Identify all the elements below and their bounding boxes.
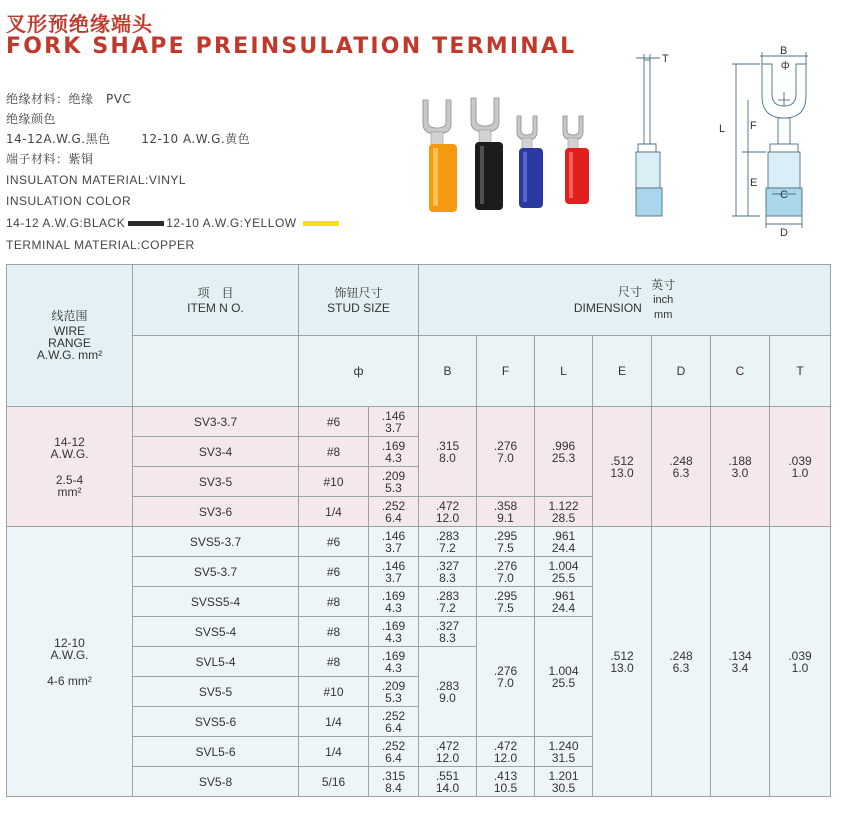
- wire-range-group-1: [7, 407, 133, 527]
- phi-inch: .169: [381, 588, 406, 603]
- phi-value: [369, 617, 419, 647]
- L-mm: 28.5: [551, 510, 576, 525]
- side-view: [636, 54, 662, 216]
- stud-size: 1/4: [299, 707, 369, 737]
- spec-insulation-color-en: INSULATION COLOR: [6, 194, 132, 208]
- header-wire-zh: 线范围: [51, 309, 88, 323]
- phi-inch: .252: [381, 498, 406, 513]
- phi-inch: .169: [381, 438, 406, 453]
- L-inch: 1.004: [548, 663, 579, 678]
- F-mm: 7.5: [497, 600, 514, 615]
- header-D: D: [652, 336, 711, 407]
- T-mm: 1.0: [791, 660, 809, 675]
- header-wire-en2: RANGE: [48, 336, 91, 350]
- header-stud-zh: 饰钮尺寸: [334, 285, 383, 300]
- label-phi: ф: [781, 60, 790, 71]
- g1-awg-label: A.W.G.: [50, 446, 89, 461]
- phi-mm: 3.7: [385, 570, 402, 585]
- F-value: [477, 407, 535, 497]
- header-wire-range: [7, 265, 133, 407]
- T-value: [770, 527, 831, 797]
- stud-size: #10: [299, 677, 369, 707]
- D-mm: 6.3: [672, 465, 690, 480]
- B-value: [419, 497, 477, 527]
- B-mm: 8.3: [439, 570, 456, 585]
- E-value: [593, 407, 652, 527]
- stud-size: #10: [299, 467, 369, 497]
- label-D: D: [780, 227, 788, 239]
- stud-size: 1/4: [299, 737, 369, 767]
- item-no: SV3-6: [133, 497, 299, 527]
- phi-mm: 4.3: [385, 600, 402, 615]
- header-stud-en: STUD SIZE: [327, 300, 390, 315]
- phi-mm: 6.4: [385, 750, 402, 765]
- L-mm: 31.5: [551, 750, 576, 765]
- C-mm: 3.0: [731, 465, 749, 480]
- stud-size: #8: [299, 617, 369, 647]
- L-value: [535, 557, 593, 587]
- phi-inch: .209: [381, 468, 406, 483]
- B-value: [419, 527, 477, 557]
- C-value: [711, 527, 770, 797]
- B-mm: 9.0: [439, 690, 456, 705]
- phi-mm: 8.4: [385, 780, 402, 795]
- phi-value: [369, 467, 419, 497]
- L-value: [535, 617, 593, 737]
- B-mm: 7.2: [439, 600, 456, 615]
- stud-size: #8: [299, 587, 369, 617]
- product-photo: [415, 92, 615, 222]
- header-dim-zh2: 英寸: [651, 278, 676, 292]
- stud-size: #6: [299, 407, 369, 437]
- phi-inch: .169: [381, 618, 406, 633]
- F-inch: .358: [493, 498, 518, 513]
- spec-color-yellow-zh: 12-10 A.W.G.黄色: [141, 132, 251, 146]
- F-inch: .276: [493, 663, 518, 678]
- L-mm: 24.4: [551, 540, 576, 555]
- F-mm: 7.0: [497, 570, 514, 585]
- spec-color-yellow-en: 12-10 A.W.G:YELLOW: [166, 216, 297, 230]
- item-no: SVSS5-4: [133, 587, 299, 617]
- E-inch: .512: [610, 453, 634, 468]
- phi-mm: 3.7: [385, 420, 402, 435]
- B-mm: 12.0: [435, 510, 460, 525]
- B-mm: 8.3: [439, 630, 456, 645]
- B-value: [419, 767, 477, 797]
- B-mm: 8.0: [439, 450, 456, 465]
- L-inch: 1.201: [548, 768, 579, 783]
- header-B: B: [419, 336, 477, 407]
- L-mm: 25.5: [551, 570, 576, 585]
- spec-insulation-material-en: INSULATON MATERIAL:VINYL: [6, 173, 187, 187]
- spec-terminal-material-en: TERMINAL MATERIAL:COPPER: [6, 238, 195, 252]
- label-L: L: [719, 123, 726, 135]
- C-mm: 3.4: [731, 660, 749, 675]
- B-value: [419, 617, 477, 647]
- phi-inch: .315: [381, 768, 406, 783]
- F-inch: .413: [493, 768, 518, 783]
- F-value: [477, 557, 535, 587]
- E-value: [593, 527, 652, 797]
- header-stud-size: [299, 265, 419, 336]
- phi-value: [369, 497, 419, 527]
- L-mm: 24.4: [551, 600, 576, 615]
- yellow-swatch: [303, 221, 339, 226]
- label-T: T: [662, 53, 669, 65]
- F-mm: 12.0: [493, 750, 518, 765]
- D-inch: .248: [669, 453, 693, 468]
- black-swatch: [128, 221, 164, 226]
- F-mm: 9.1: [497, 510, 514, 525]
- spec-insulation-color-zh: 绝缘颜色: [6, 112, 57, 126]
- table-row: [7, 407, 831, 437]
- D-value: [652, 407, 711, 527]
- item-no: SV5-8: [133, 767, 299, 797]
- phi-value: [369, 527, 419, 557]
- stud-size: 1/4: [299, 497, 369, 527]
- header-item-en: ITEM N O.: [187, 300, 244, 315]
- B-inch: .315: [435, 438, 460, 453]
- g1-range-awg: 14-12: [54, 434, 85, 449]
- C-inch: .134: [728, 648, 752, 663]
- E-mm: 13.0: [610, 465, 634, 480]
- g2-range-mm: 4-6 mm²: [47, 673, 92, 688]
- L-value: [535, 407, 593, 497]
- L-inch: 1.122: [548, 498, 579, 513]
- header-phi: ф: [299, 336, 419, 407]
- header-item-blank: [133, 336, 299, 407]
- phi-inch: .169: [381, 648, 406, 663]
- stud-size: #6: [299, 527, 369, 557]
- F-mm: 7.0: [497, 675, 514, 690]
- phi-mm: 3.7: [385, 540, 402, 555]
- header-dim-en: DIMENSION: [573, 301, 642, 315]
- L-inch: 1.004: [548, 558, 579, 573]
- header-C: C: [711, 336, 770, 407]
- front-view: [732, 52, 808, 228]
- C-inch: .188: [728, 453, 752, 468]
- stud-size: #8: [299, 437, 369, 467]
- T-inch: .039: [788, 648, 812, 663]
- F-inch: .295: [493, 528, 518, 543]
- phi-inch: .252: [381, 708, 406, 723]
- phi-mm: 6.4: [385, 510, 402, 525]
- phi-inch: .146: [381, 558, 406, 573]
- g2-range-awg: 12-10: [54, 635, 85, 650]
- L-mm: 25.3: [551, 450, 576, 465]
- B-mm: 12.0: [435, 750, 460, 765]
- stud-size: #6: [299, 557, 369, 587]
- phi-value: [369, 557, 419, 587]
- L-value: [535, 587, 593, 617]
- spec-terminal-material-zh: 端子材料：紫铜: [6, 152, 94, 166]
- B-inch: .327: [435, 558, 460, 573]
- g2-awg-label: A.W.G.: [50, 647, 89, 662]
- header-F: F: [477, 336, 535, 407]
- B-inch: .283: [435, 528, 460, 543]
- item-no: SV5-3.7: [133, 557, 299, 587]
- F-value: [477, 767, 535, 797]
- stud-size: 5/16: [299, 767, 369, 797]
- F-inch: .295: [493, 588, 518, 603]
- D-inch: .248: [669, 648, 693, 663]
- B-mm: 7.2: [439, 540, 456, 555]
- page-title: FORK SHAPE PREINSULATION TERMINAL: [6, 34, 577, 59]
- L-value: [535, 737, 593, 767]
- item-no: SVL5-4: [133, 647, 299, 677]
- L-value: [535, 767, 593, 797]
- phi-value: [369, 767, 419, 797]
- header-item: [133, 265, 299, 336]
- g1-range-mm: 2.5-4: [55, 472, 84, 487]
- F-mm: 7.0: [497, 450, 514, 465]
- L-inch: .961: [551, 528, 576, 543]
- E-inch: .512: [610, 648, 634, 663]
- D-mm: 6.3: [672, 660, 690, 675]
- F-value: [477, 587, 535, 617]
- header-L: L: [535, 336, 593, 407]
- phi-inch: .252: [381, 738, 406, 753]
- L-inch: 1.240: [548, 738, 579, 753]
- item-no: SVS5-3.7: [133, 527, 299, 557]
- T-mm: 1.0: [791, 465, 809, 480]
- phi-value: [369, 587, 419, 617]
- table-row: [7, 527, 831, 557]
- item-no: SVL5-6: [133, 737, 299, 767]
- phi-inch: .146: [381, 408, 406, 423]
- item-no: SVS5-4: [133, 617, 299, 647]
- spec-color-black-zh: 14-12A.W.G.黑色: [6, 132, 111, 146]
- header-inch: inch: [653, 294, 674, 306]
- F-value: [477, 617, 535, 737]
- E-mm: 13.0: [610, 660, 634, 675]
- g1-mm-label: mm²: [57, 484, 82, 499]
- label-F: F: [750, 120, 757, 132]
- terminal-orange: [423, 100, 457, 212]
- B-inch: .472: [435, 498, 460, 513]
- wire-range-group-2: [7, 527, 133, 797]
- stud-size: #8: [299, 647, 369, 677]
- F-value: [477, 497, 535, 527]
- B-inch: .327: [435, 618, 460, 633]
- item-no: SV3-3.7: [133, 407, 299, 437]
- spec-color-black-en: 14-12 A.W.G:BLACK: [6, 216, 126, 230]
- item-no: SV3-4: [133, 437, 299, 467]
- phi-mm: 4.3: [385, 660, 402, 675]
- item-no: SVS5-6: [133, 707, 299, 737]
- F-inch: .276: [493, 558, 518, 573]
- L-inch: .996: [551, 438, 576, 453]
- B-inch: .551: [435, 768, 460, 783]
- header-dim-zh: 尺寸: [617, 285, 642, 299]
- B-value: [419, 587, 477, 617]
- header-dimension: [419, 265, 831, 336]
- T-inch: .039: [788, 453, 812, 468]
- spec-insulation-material-zh: 绝缘材料：绝缘 PVC: [6, 92, 132, 106]
- phi-mm: 5.3: [385, 480, 402, 495]
- label-B: B: [780, 45, 788, 57]
- L-value: [535, 497, 593, 527]
- header-T: T: [770, 336, 831, 407]
- dimension-drawing: [620, 44, 850, 242]
- L-mm: 25.5: [551, 675, 576, 690]
- L-inch: .961: [551, 588, 576, 603]
- B-value: [419, 737, 477, 767]
- spec-colors-en: [6, 216, 341, 230]
- phi-value: [369, 677, 419, 707]
- F-mm: 10.5: [493, 780, 518, 795]
- terminal-red: [563, 116, 589, 204]
- L-value: [535, 527, 593, 557]
- B-value: [419, 407, 477, 497]
- label-E: E: [750, 177, 758, 189]
- phi-mm: 6.4: [385, 720, 402, 735]
- F-mm: 7.5: [497, 540, 514, 555]
- header-item-zh: 项 目: [197, 285, 234, 300]
- header-wire-en1: WIRE: [53, 324, 86, 338]
- header-mm: mm: [654, 309, 673, 321]
- terminal-black: [471, 98, 503, 210]
- D-value: [652, 527, 711, 797]
- phi-value: [369, 737, 419, 767]
- phi-mm: 5.3: [385, 690, 402, 705]
- phi-value: [369, 437, 419, 467]
- L-mm: 30.5: [551, 780, 576, 795]
- page-title-chinese: 叉形预绝缘端头: [6, 12, 153, 36]
- specification-table: [6, 264, 831, 797]
- phi-inch: .209: [381, 678, 406, 693]
- B-inch: .283: [435, 678, 460, 693]
- F-value: [477, 737, 535, 767]
- phi-value: [369, 707, 419, 737]
- T-value: [770, 407, 831, 527]
- spec-colors-zh: [6, 130, 250, 147]
- header-wire-en3: A.W.G. mm²: [36, 348, 103, 362]
- F-value: [477, 527, 535, 557]
- F-inch: .276: [493, 438, 518, 453]
- B-value: [419, 557, 477, 587]
- phi-value: [369, 647, 419, 677]
- phi-mm: 4.3: [385, 630, 402, 645]
- terminal-blue: [517, 116, 543, 208]
- phi-mm: 4.3: [385, 450, 402, 465]
- B-value: [419, 647, 477, 737]
- phi-value: [369, 407, 419, 437]
- item-no: SV3-5: [133, 467, 299, 497]
- label-C: C: [780, 189, 788, 201]
- F-inch: .472: [493, 738, 518, 753]
- B-inch: .283: [435, 588, 460, 603]
- C-value: [711, 407, 770, 527]
- B-mm: 14.0: [435, 780, 460, 795]
- item-no: SV5-5: [133, 677, 299, 707]
- B-inch: .472: [435, 738, 460, 753]
- header-E: E: [593, 336, 652, 407]
- phi-inch: .146: [381, 528, 406, 543]
